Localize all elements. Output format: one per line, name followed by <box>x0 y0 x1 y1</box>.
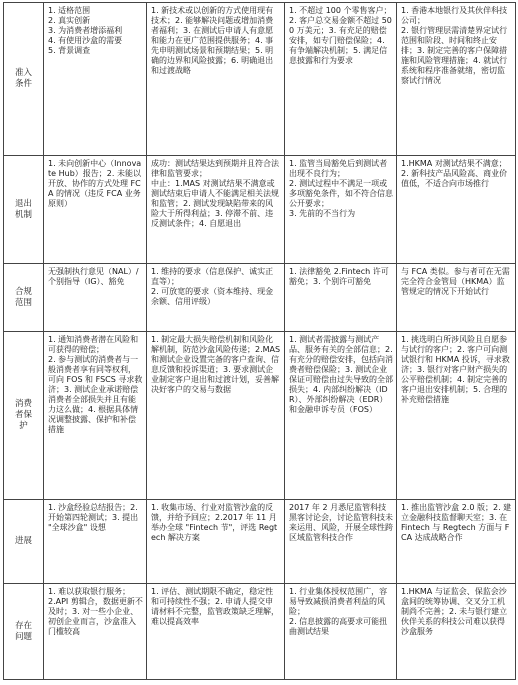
cell-uk-consumer-protection: 1. 通知消费者潜在风险和可获得的赔偿； 2. 参与测试的消费者与一般消费者享有同等权利，可向 FOS 和 FSCS 寻求救济；3. 测试企业承诺赔偿消费者全部损失并且有能力这么做；4. 根据具体情况调整披露、保护和补偿措施 <box>44 332 147 500</box>
cell-australia-existing-problems: 1. 行业集体授权范围广，容易导致减损消费者利益的风险； 2. 信息披露的高要求可能扭曲测试结果 <box>285 584 397 680</box>
row-header-progress: 进展 <box>4 500 44 584</box>
cell-australia-progress: 2017 年 2 月悉尼监管科技黑客讨论会，讨论监管科技未来运用、风险，开展全球性跨区域监管科技合作 <box>285 500 397 584</box>
cell-singapore-progress: 1. 收集市场、行业对监管沙盒的反馈，并给予回应；2.2017 年 11 月举办全球 "Fintech 节"，评选 Regtech 解决方案 <box>147 500 285 584</box>
cell-australia-exit-mechanism: 1. 监管当局豁免后到测试者出现不良行为； 2. 测试过程中不满足一项或多项豁免条件，如不符合信息公开要求； 3. 先前的不当行为 <box>285 156 397 264</box>
row-header-compliance-scope: 合规 范围 <box>4 264 44 332</box>
cell-uk-exit-mechanism: 1. 未向创新中心（Innovate Hub）报告；2. 未能以开放、协作的方式处理 FCA 的情况（违反 FCA 业务原则） <box>44 156 147 264</box>
row-header-existing-problems: 存在 问题 <box>4 584 44 680</box>
cell-singapore-consumer-protection: 1. 制定最大损失赔偿机制和风险化解机制，防范沙盒风险传递；2.MAS 和测试企业设置完备的客户查询、信息反馈和投诉渠道；3. 要求测试企业制定客户退出和过渡计划，妥善解决好客户的交易与数据 <box>147 332 285 500</box>
cell-uk-progress: 1. 沙盒经验总结报告；2. 开始第四轮测试；3. 提出 "全球沙盒" 设想 <box>44 500 147 584</box>
cell-uk-entry-conditions: 1. 适格范围 2. 真实创新 3. 为消费者增添福利 4. 有使用沙盒的需要 5. 背景调查 <box>44 3 147 156</box>
row-header-consumer-protection: 消费 者保 护 <box>4 332 44 500</box>
cell-australia-entry-conditions: 1. 不超过 100 个零售客户；2. 客户总交易金额不超过 500 万美元；3. 有充足的赔偿安排，如专门赔偿保险；4. 有争端解决机制；5. 满足信息披露和行为要求 <box>285 3 397 156</box>
table-row-existing-problems <box>4 584 516 680</box>
cell-australia-consumer-protection: 1. 测试者需披露与测试产品、服务有关的全部信息；2. 有充分的赔偿安排，包括向消费者赔偿保险；3. 测试企业保证可赔偿由过失导致的全部损失；4. 内部纠纷解决（IDR）、外部纠纷解决（EDR）和金融申诉专员（FOS） <box>285 332 397 500</box>
cell-hongkong-consumer-protection: 1. 挑选明白所涉风险且自愿参与试行的客户；2. 客户可向测试银行和 HKMA 投诉，寻求救济；3. 银行对客户财产损失的公平赔偿机制；4. 制定完善的客户退出安排机制；5. 合理的补充赔偿措施 <box>397 332 516 500</box>
row-header-entry-conditions: 准入 条件 <box>4 3 44 156</box>
cell-australia-compliance-scope: 1. 法律豁免 2.Fintech 许可豁免；3. 个别许可豁免 <box>285 264 397 332</box>
cell-singapore-exit-mechanism: 成功：测试结果达到预期并且符合法律和监管要求； 中止：1.MAS 对测试结果不满意或测试结束后申请人不能满足相关法规和监管；2. 测试发现缺陷带来的风险大于所得利益；3. 停滞不前、违反测试条件；4. 自愿退出 <box>147 156 285 264</box>
cell-singapore-existing-problems: 1. 评估、测试期限不确定，稳定性和可持续性不强；2. 申请人提交申请材料不完整，监管政策缺乏理解，难以提高效率 <box>147 584 285 680</box>
fintech-sandbox-comparison-table <box>3 2 516 680</box>
cell-uk-compliance-scope: 无强制执行意见（NAL）/ 个别指导（IG）、豁免 <box>44 264 147 332</box>
table-row-entry-conditions <box>4 3 516 156</box>
row-header-exit-mechanism: 退出 机制 <box>4 156 44 264</box>
table-row-progress <box>4 500 516 584</box>
cell-hongkong-progress: 1. 推出监管沙盒 2.0 版；2. 建立金融科技监督聊天室；3. 在 Fintech 与 Regtech 方面与 FCA 达成战略合作 <box>397 500 516 584</box>
cell-uk-existing-problems: 1. 难以获取银行服务； 2.API 剪辑合，数据更新不及时；3. 对一些小企业、初创企业而言，沙盒准入门槛较高 <box>44 584 147 680</box>
table-row-consumer-protection <box>4 332 516 500</box>
table-row-exit-mechanism <box>4 156 516 264</box>
cell-hongkong-compliance-scope: 与 FCA 类似。参与者可在无需完全符合金管局（HKMA）监管规定的情况下开始试行 <box>397 264 516 332</box>
cell-singapore-entry-conditions: 1. 新技术或以创新的方式使用现有技术；2. 能够解决问题或增加消费者福利；3. 在测试后申请人有意愿和能力在更广范围提供服务；4. 事先申明测试场景和预期结果；5. 明确的边界和风险披露；6. 明确退出和过渡战略 <box>147 3 285 156</box>
table-row-compliance-scope <box>4 264 516 332</box>
cell-singapore-compliance-scope: 1. 维持的要求（信息保护、诚实正直等）； 2. 可放宽的要求（资本维持、现金余额、信用评级） <box>147 264 285 332</box>
cell-hongkong-existing-problems: 1.HKMA 与证监会、保监会沙盒间的统筹协调、交叉分工机制尚不完善；2. 未与银行建立伙伴关系的科技公司难以获得沙盒服务 <box>397 584 516 680</box>
cell-hongkong-entry-conditions: 1. 香港本地银行及其伙伴科技公司； 2. 银行管理层需清楚界定试行范围和阶段、时间和终止安排；3. 制定完善的客户保障措施和风险管理措施；4. 就试行系统和程序准备就绪，密切监察试行情况 <box>397 3 516 156</box>
cell-hongkong-exit-mechanism: 1.HKMA 对测试结果不满意；2. 新科技产品风险高、商业价值低，不适合向市场推行 <box>397 156 516 264</box>
